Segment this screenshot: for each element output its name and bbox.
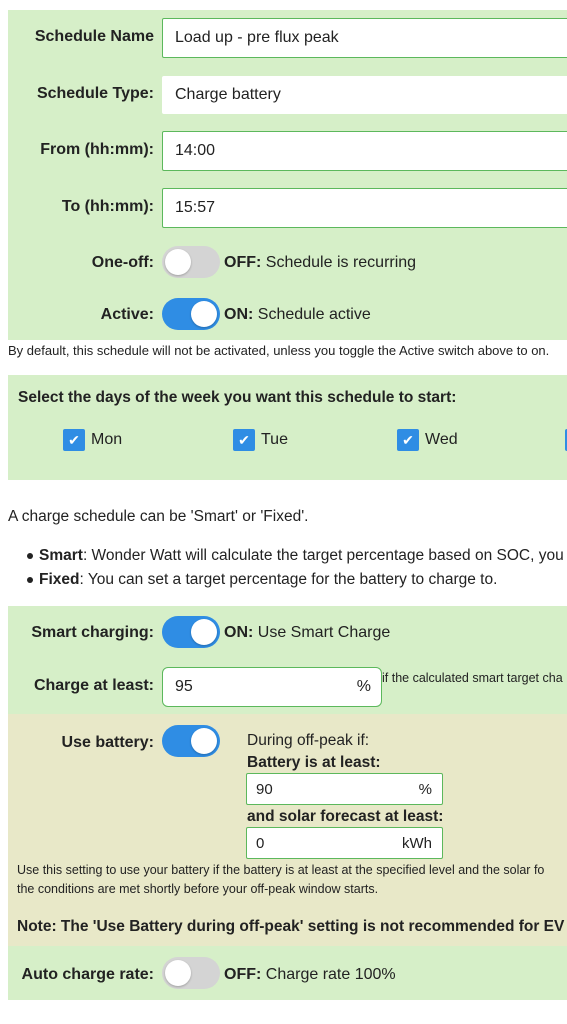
schedule-type-select[interactable] — [162, 76, 567, 114]
bullet-smart-text: : Wonder Watt will calculate the target percentage based on SOC, you — [82, 547, 564, 564]
default-activation-note: By default, this schedule will not be activated, unless you toggle the Active switch above to on. — [8, 343, 550, 358]
solar-forecast-value: 0 — [256, 834, 265, 852]
bullet-fixed-text: : You can set a target percentage for the battery to charge to. — [79, 571, 498, 588]
checkbox-mon[interactable]: ✔ — [63, 429, 85, 451]
from-label: From (hh:mm): — [40, 141, 154, 158]
charge-at-least-value: 95 — [175, 678, 193, 695]
charge-at-least-unit: % — [356, 678, 371, 695]
from-time-input[interactable] — [162, 131, 567, 171]
toggle-knob — [165, 960, 191, 986]
one-off-label: One-off: — [91, 254, 154, 271]
days-heading: Select the days of the week you want this schedule to start: — [18, 389, 457, 406]
charge-intro: A charge schedule can be 'Smart' or 'Fixed'. — [8, 508, 309, 525]
day-label-tue: Tue — [261, 431, 288, 448]
one-off-state: OFF: — [224, 254, 262, 271]
active-label: Active: — [100, 306, 154, 323]
solar-forecast-label: and solar forecast at least: — [247, 808, 444, 825]
bullet-smart — [39, 547, 564, 565]
toggle-knob — [191, 301, 217, 327]
toggle-knob — [191, 728, 217, 754]
bullet-fixed — [39, 571, 497, 589]
battery-at-least-input[interactable] — [246, 773, 443, 805]
checkbox-tue[interactable]: ✔ — [233, 429, 255, 451]
schedule-type-value: Charge battery — [175, 86, 281, 103]
to-time-input[interactable] — [162, 188, 567, 228]
battery-at-least-unit: % — [418, 780, 432, 798]
use-battery-warning: Note: The 'Use Battery during off-peak' setting is not recommended for EV — [17, 918, 565, 935]
battery-at-least-value: 90 — [256, 780, 273, 798]
bullet-smart-term: Smart — [39, 547, 83, 564]
charge-at-least-input[interactable] — [162, 667, 382, 707]
battery-at-least-label: Battery is at least: — [247, 754, 381, 771]
use-battery-help-2: the conditions are met shortly before your off-peak window starts. — [17, 882, 379, 896]
schedule-type-label: Schedule Type: — [36, 85, 154, 102]
to-time-value: 15:57 — [175, 199, 216, 216]
smart-charging-text: Use Smart Charge — [257, 624, 391, 641]
smart-charging-label: Smart charging: — [31, 624, 154, 641]
charge-at-least-label: Charge at least: — [33, 677, 154, 694]
one-off-status — [224, 254, 416, 272]
to-label: To (hh:mm): — [61, 198, 154, 215]
toggle-knob — [191, 619, 217, 645]
use-battery-help-1: Use this setting to use your battery if the battery is at least at the specified level and the solar fo — [17, 863, 545, 877]
schedule-name-input[interactable] — [162, 18, 567, 58]
schedule-name-value: Load up - pre flux peak — [175, 29, 339, 46]
checkbox-wed[interactable]: ✔ — [397, 429, 419, 451]
off-peak-condition: During off-peak if: — [247, 732, 370, 749]
solar-forecast-input[interactable] — [246, 827, 443, 859]
charge-at-least-note: if the calculated smart target cha — [382, 671, 563, 685]
one-off-toggle[interactable] — [162, 246, 220, 278]
auto-charge-rate-text: Charge rate 100% — [265, 966, 396, 983]
day-label-wed: Wed — [425, 431, 458, 448]
smart-charging-toggle[interactable] — [162, 616, 220, 648]
active-state: ON: — [224, 306, 254, 323]
from-time-value: 14:00 — [175, 142, 216, 159]
auto-charge-rate-label: Auto charge rate: — [21, 966, 154, 983]
auto-charge-rate-state: OFF: — [224, 966, 262, 983]
bullet-dot — [27, 553, 33, 559]
toggle-knob — [165, 249, 191, 275]
smart-charging-status — [224, 624, 390, 642]
bullet-dot — [27, 577, 33, 583]
one-off-text: Schedule is recurring — [265, 254, 417, 271]
solar-forecast-unit: kWh — [402, 834, 432, 852]
use-battery-label: Use battery: — [61, 734, 154, 751]
bullet-fixed-term: Fixed — [39, 571, 80, 588]
active-text: Schedule active — [257, 306, 371, 323]
schedule-panel — [8, 10, 567, 340]
use-battery-toggle[interactable] — [162, 725, 220, 757]
auto-charge-rate-status — [224, 966, 396, 984]
active-status — [224, 306, 371, 324]
day-label-mon: Mon — [91, 431, 123, 448]
auto-charge-rate-toggle[interactable] — [162, 957, 220, 989]
smart-charging-state: ON: — [224, 624, 254, 641]
active-toggle[interactable] — [162, 298, 220, 330]
schedule-name-label: Schedule Name — [34, 28, 154, 45]
